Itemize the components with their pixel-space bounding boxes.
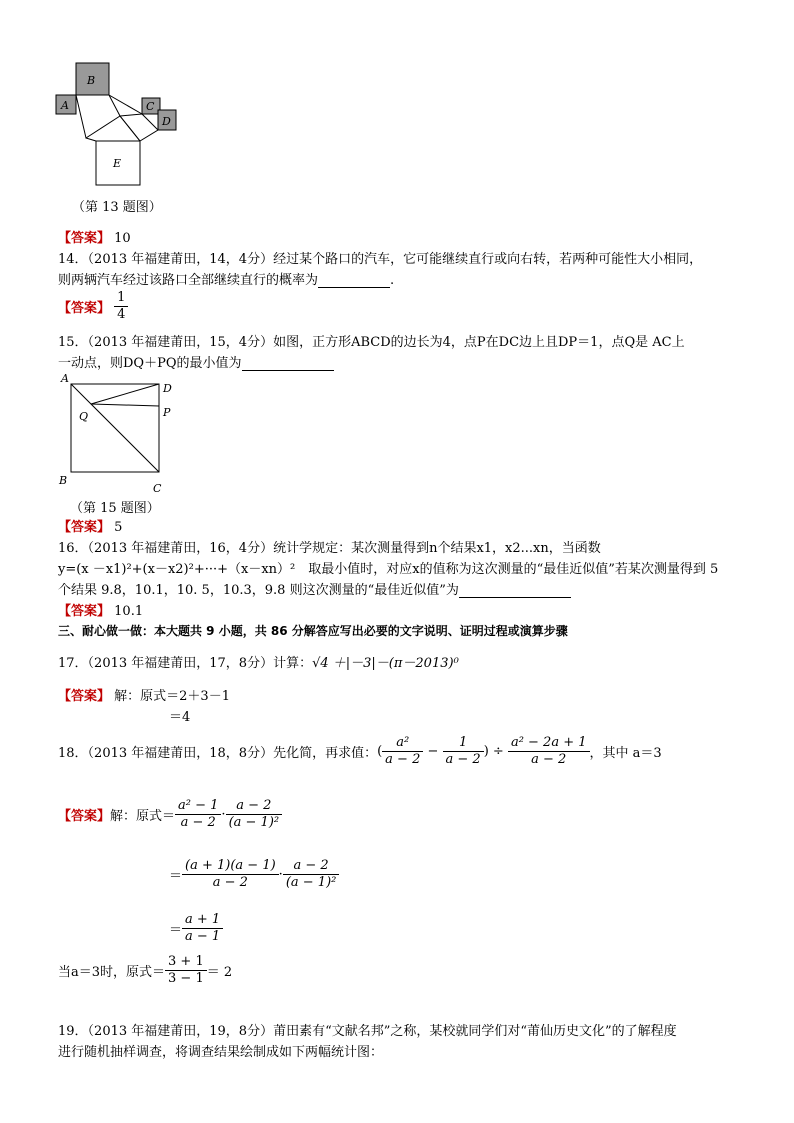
fig13-label-d: D — [162, 115, 171, 128]
q16-answer: 10.1 — [114, 604, 144, 619]
q18-frac-2: $\frac{1}{a - 2}$ — [443, 735, 484, 768]
q15-blank — [242, 358, 334, 371]
q16-line1: 16．（2013 年福建莆田，16，4分）统计学规定：某次测量得到n个结果x1，x2...xn，当函数 — [58, 541, 601, 556]
q17-sol2: ＝4 — [169, 710, 191, 725]
fig15-label-q: Q — [79, 410, 89, 423]
segment-pq — [91, 404, 159, 406]
q14-line2: 则两辆汽车经过该路口全部继续直行的概率为 . — [58, 273, 395, 288]
q15-answer-row — [58, 516, 122, 535]
frac: $\frac{(a + 1)(a - 1)}{a - 2}$ — [182, 858, 279, 891]
q13-answer: 10 — [114, 231, 131, 246]
fig15-label-b: B — [59, 474, 68, 487]
figure-13 — [50, 58, 190, 188]
frac-numerator: 1 — [114, 290, 128, 307]
fig13-label-c: C — [146, 100, 155, 113]
figure-15 — [55, 370, 185, 495]
q18-sol-step2: ＝ $\frac{(a + 1)(a - 1)}{a - 2}$ · $\frac{a - 2}{\text{(a − 1)²}}$ — [169, 858, 339, 891]
frac: $\frac{3 + 1}{3 - 1}$ — [165, 954, 207, 987]
frac: $\frac{a + 1}{a - 1}$ — [182, 912, 223, 945]
q17-sol1: 解：原式＝2＋3－1 — [114, 689, 230, 704]
segment-dq — [91, 384, 159, 404]
fig13-label-a: A — [61, 99, 69, 112]
q17-stem-row — [58, 652, 459, 671]
q15-answer: 5 — [114, 520, 123, 535]
q18-sol-step1: 【答案】解：原式＝ $\frac{\text{a² − 1}}{a - 2}$ · $\frac{a - 2}{\text{(a − 1)²}}$ — [58, 798, 282, 831]
q16-line3 — [58, 579, 571, 598]
fig13-label-b: B — [87, 74, 96, 87]
q17-stem: 17．（2013 年福建莆田，17，8分）计算： — [58, 656, 313, 671]
q15-line2 — [58, 352, 334, 371]
q15-line1: 15．（2013 年福建莆田，15，4分）如图，正方形ABCD的边长为4，点P在DC边上且DP＝1，点Q是 AC上 — [58, 335, 685, 350]
q18-sol-step3: ＝ $\frac{a + 1}{a - 1}$ — [169, 912, 223, 945]
q18-final-prefix: 当a＝3时，原式＝ — [58, 965, 166, 980]
fig15-label-c: C — [153, 482, 162, 495]
q19-line1: 19．（2013 年福建莆田，19，8分）莆田素有“文献名邦”之称，某校就同学们对“莆仙历史文化”的了解程度 — [58, 1024, 677, 1039]
fig13-caption: （第 13 题图） — [72, 200, 162, 215]
q14-line1: 14．（2013 年福建莆田，14，4分）经过某个路口的汽车，它可能继续直行或向右转，若两种可能性大小相同， — [58, 252, 703, 267]
answer-tag: 【答案】 — [58, 689, 111, 704]
answer-tag: 【答案】 — [58, 809, 111, 824]
answer-tag: 【答案】 — [58, 604, 111, 619]
q16-line3-text: 个结果 9.8，10.1，10. 5，10.3，9.8 则这次测量的“最佳近似值”为 — [58, 583, 459, 598]
q14-line2-text: 则两辆汽车经过该路口全部继续直行的概率为 — [58, 273, 319, 288]
q18-sol-prefix: 解：原式＝ — [110, 809, 176, 824]
q18-tail: ，其中 a＝3 — [589, 746, 662, 761]
q16-answer-row — [58, 600, 143, 619]
answer-tag: 【答案】 — [58, 520, 111, 535]
q18-stem-row: 18．（2013 年福建莆田，18，8分）先化简，再求值：( $\frac{\text{a²}}{a - 2}$ − $\frac{1}{a - 2}$ ) ÷ $\frac{\text{a² − 2a + 1}}{a - 2}$ ，其中 a＝3 — [58, 735, 662, 767]
fig13-label-e: E — [113, 157, 122, 170]
q16-line2: y=(x －x1)²+(x－x2)²+···+（x－xn）² 取最小值时，对应x的值称为这次测量的“最佳近似值”若某次测量得到 5 — [58, 562, 719, 577]
fig15-label-a: A — [61, 372, 69, 385]
q16-blank — [459, 585, 571, 598]
answer-tag: 【答案】 — [58, 231, 111, 246]
q15-line2-text: 一动点，则DQ＋PQ的最小值为 — [58, 356, 242, 371]
q13-answer-row — [58, 227, 131, 246]
q14-answer-fraction — [114, 290, 128, 323]
section-3-heading: 三、耐心做一做：本大题共 9 小题，共 86 分解答应写出必要的文字说明、证明过程或演算步骤 — [58, 624, 568, 638]
q18-stem: 18．（2013 年福建莆田，18，8分）先化简，再求值： — [58, 746, 378, 761]
fig15-label-p: P — [163, 406, 171, 419]
frac: $\frac{\text{a² − 1}}{a - 2}$ — [175, 798, 221, 831]
fig15-label-d: D — [163, 382, 172, 395]
frac: $\frac{a - 2}{\text{(a − 1)²}}$ — [226, 798, 283, 831]
answer-tag: 【答案】 — [58, 301, 111, 316]
frac: $\frac{a - 2}{\text{(a − 1)²}}$ — [283, 858, 340, 891]
q17-expression: √4 ＋|－3|－(π－2013)⁰ — [312, 656, 459, 671]
q17-answer-row — [58, 685, 230, 704]
q18-final-row — [58, 954, 232, 987]
q14-answer-row — [58, 290, 128, 323]
q18-final-value: ＝ 2 — [206, 965, 233, 980]
frac-denominator: 4 — [117, 307, 126, 322]
fig15-caption: （第 15 题图） — [70, 501, 160, 516]
q19-line2: 进行随机抽样调查，将调查结果绘制成如下两幅统计图： — [58, 1045, 384, 1060]
q18-frac-1: $\frac{\text{a²}}{a - 2}$ — [382, 735, 423, 768]
q14-blank — [318, 275, 390, 288]
q18-frac-3: $\frac{\text{a² − 2a + 1}}{a - 2}$ — [508, 735, 590, 768]
